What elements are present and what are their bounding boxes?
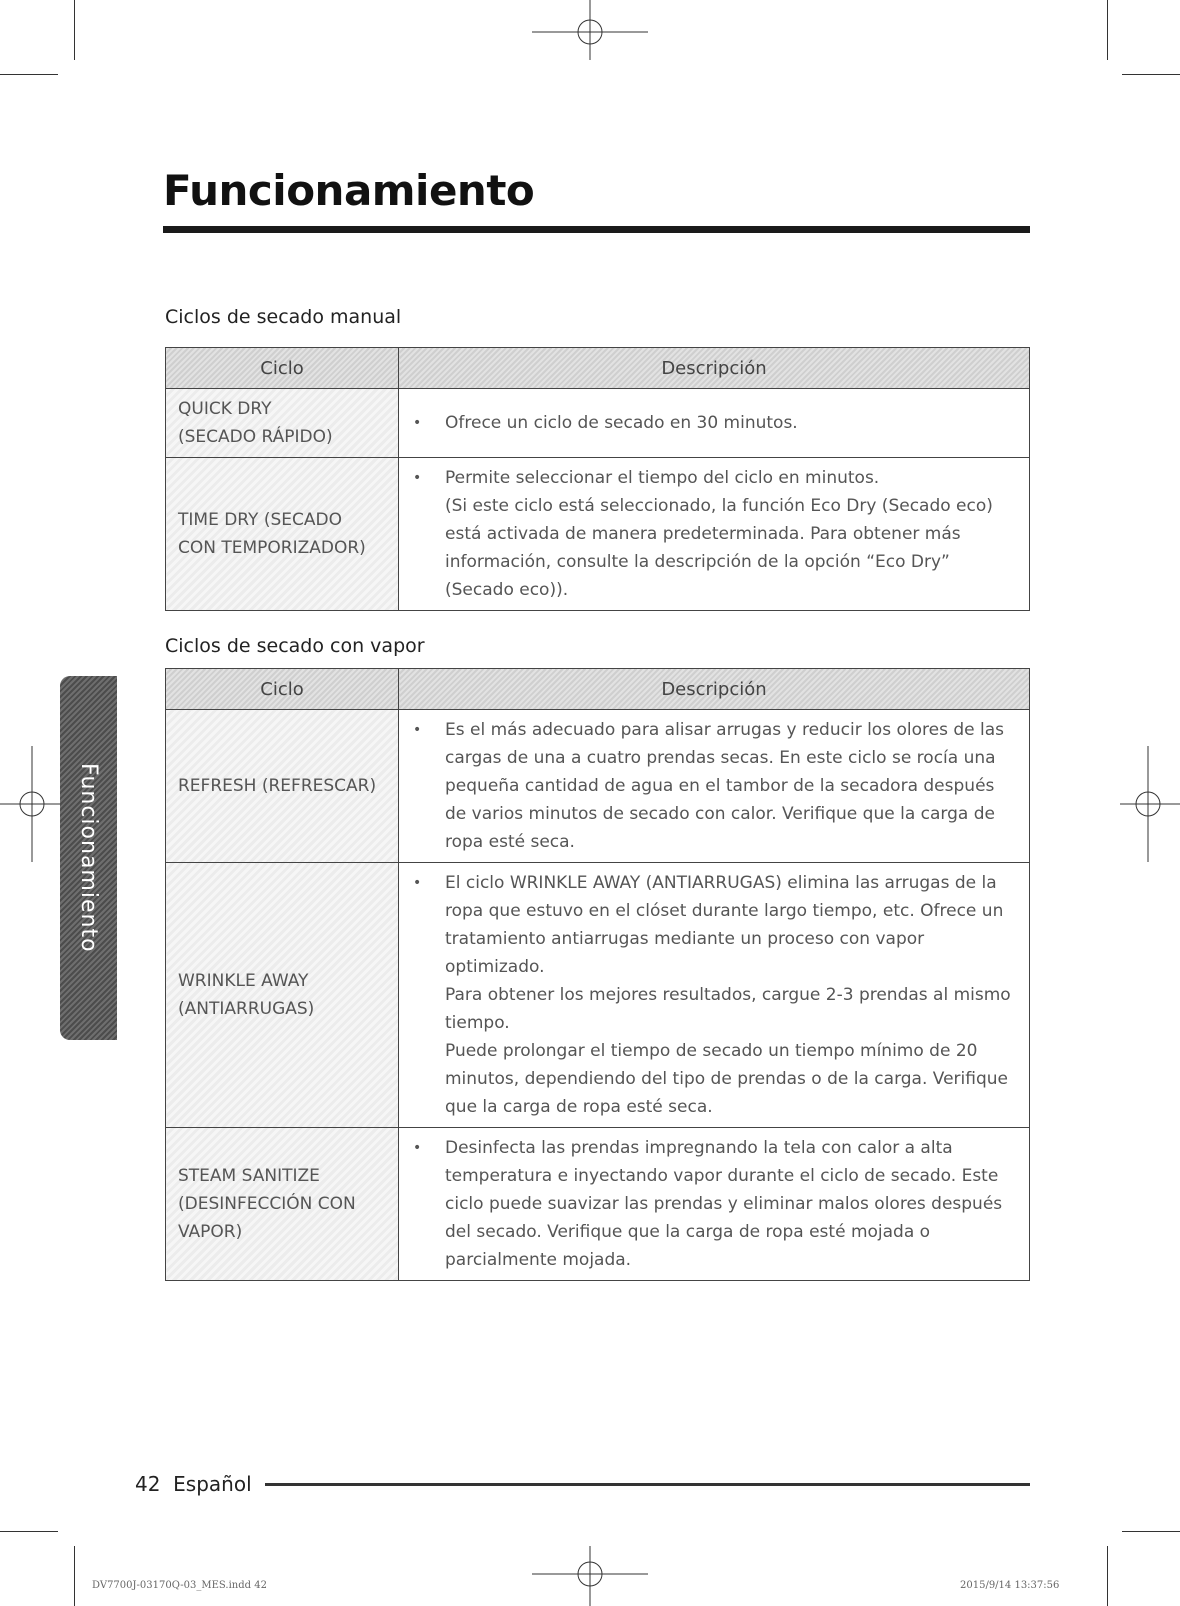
description-paragraph: (Si este ciclo está seleccionado, la función Eco Dry (Secado eco) está activada de manera predeterminada. Para obtener más información, consulte la descripción de la opción “Eco Dry” (Secado eco)). bbox=[445, 496, 993, 600]
column-header-description: Descripción bbox=[399, 669, 1030, 710]
table-row bbox=[166, 389, 1030, 458]
cycle-name-line: QUICK DRY bbox=[178, 399, 272, 419]
bullet-item bbox=[413, 869, 1019, 981]
page-number: 42 bbox=[135, 1472, 161, 1496]
steam-cycles-heading: Ciclos de secado con vapor bbox=[165, 635, 425, 657]
crop-mark bbox=[0, 74, 58, 75]
bullet-text: Desinfecta las prendas impregnando la tela con calor a alta temperatura e inyectando vapor durante el ciclo de secado. Este ciclo puede suavizar las prendas y eliminar malos olores después del secado. Verifique que la carga de ropa esté mojada o parcialmente mojada. bbox=[445, 1138, 1003, 1270]
description-paragraph: Para obtener los mejores resultados, cargue 2-3 prendas al mismo tiempo. bbox=[445, 985, 1011, 1033]
manual-cycles-heading: Ciclos de secado manual bbox=[165, 306, 402, 328]
registration-mark-top bbox=[532, 0, 648, 60]
table-row bbox=[166, 710, 1030, 863]
table-row bbox=[166, 1128, 1030, 1281]
cycle-description-cell bbox=[399, 1128, 1030, 1281]
cycle-name-cell bbox=[166, 710, 399, 863]
cycle-name-cell bbox=[166, 389, 399, 458]
column-header-description: Descripción bbox=[399, 348, 1030, 389]
cycle-name-line: WRINKLE AWAY bbox=[178, 971, 309, 991]
footer-rule bbox=[265, 1483, 1030, 1486]
cycle-name-cell bbox=[166, 863, 399, 1128]
cycle-name-line: (SECADO RÁPIDO) bbox=[178, 427, 333, 447]
bullet-item bbox=[413, 1134, 1019, 1274]
bullet-marker: • bbox=[413, 1140, 422, 1156]
cycle-description-cell bbox=[399, 389, 1030, 458]
table-header-row bbox=[166, 348, 1030, 389]
cycle-name-line: STEAM SANITIZE bbox=[178, 1166, 320, 1186]
cycle-name-cell bbox=[166, 1128, 399, 1281]
manual-cycles-table bbox=[165, 347, 1030, 611]
crop-mark bbox=[74, 1546, 75, 1606]
side-tab-label: Funcionamiento bbox=[76, 763, 101, 953]
column-header-cycle: Ciclo bbox=[166, 348, 399, 389]
bullet-marker: • bbox=[413, 875, 422, 891]
bullet-marker: • bbox=[413, 415, 422, 431]
steam-cycles-table bbox=[165, 668, 1030, 1281]
crop-mark bbox=[74, 0, 75, 60]
cycle-name-line: TIME DRY (SECADO bbox=[178, 510, 342, 530]
bullet-text: Ofrece un ciclo de secado en 30 minutos. bbox=[445, 413, 798, 433]
print-slug-timestamp: 2015/9/14 13:37:56 bbox=[960, 1580, 1060, 1591]
page-footer bbox=[135, 1472, 252, 1496]
cycle-name-line: (DESINFECCIÓN CON bbox=[178, 1194, 356, 1214]
table-row bbox=[166, 458, 1030, 611]
steam-cycles-body bbox=[166, 710, 1030, 1281]
bullet-text: El ciclo WRINKLE AWAY (ANTIARRUGAS) elimina las arrugas de la ropa que estuvo en el clóset durante largo tiempo, etc. Ofrece un tratamiento antiarrugas mediante un proceso con vapor optimizado. bbox=[445, 873, 1004, 977]
registration-mark-left bbox=[0, 746, 60, 862]
bullet-item bbox=[413, 409, 1019, 437]
manual-cycles-body bbox=[166, 389, 1030, 611]
crop-mark bbox=[1107, 1546, 1108, 1606]
column-header-cycle: Ciclo bbox=[166, 669, 399, 710]
page-title: Funcionamiento bbox=[163, 166, 535, 215]
cycle-name-line: VAPOR) bbox=[178, 1222, 243, 1242]
table-row bbox=[166, 863, 1030, 1128]
table-header-row bbox=[166, 669, 1030, 710]
bullet-marker: • bbox=[413, 722, 422, 738]
cycle-description-cell bbox=[399, 710, 1030, 863]
cycle-description-cell bbox=[399, 863, 1030, 1128]
description-paragraph: Puede prolongar el tiempo de secado un tiempo mínimo de 20 minutos, dependiendo del tipo de prendas o de la carga. Verifique que la carga de ropa esté seca. bbox=[445, 1041, 1008, 1117]
crop-mark bbox=[1107, 0, 1108, 60]
crop-mark bbox=[0, 1531, 58, 1532]
bullet-text: Es el más adecuado para alisar arrugas y reducir los olores de las cargas de una a cuatro prendas secas. En este ciclo se rocía una pequeña cantidad de agua en el tambor de la secadora después de varios minutos de secado con calor. Verifique que la carga de ropa esté seca. bbox=[445, 720, 1004, 852]
cycle-name-cell bbox=[166, 458, 399, 611]
crop-mark bbox=[1122, 1531, 1180, 1532]
bullet-text: Permite seleccionar el tiempo del ciclo en minutos. bbox=[445, 468, 880, 488]
cycle-name-line: REFRESH (REFRESCAR) bbox=[178, 776, 377, 796]
print-slug-file: DV7700J-03170Q-03_MES.indd 42 bbox=[92, 1580, 267, 1591]
bullet-marker: • bbox=[413, 470, 422, 486]
title-underline bbox=[163, 226, 1030, 233]
registration-mark-bottom bbox=[532, 1546, 648, 1606]
footer-language: Español bbox=[173, 1472, 252, 1496]
bullet-item bbox=[413, 464, 1019, 492]
cycle-name-line: CON TEMPORIZADOR) bbox=[178, 538, 366, 558]
cycle-description-cell bbox=[399, 458, 1030, 611]
chapter-side-tab bbox=[60, 676, 117, 1040]
crop-mark bbox=[1122, 74, 1180, 75]
bullet-item bbox=[413, 716, 1019, 856]
registration-mark-right bbox=[1120, 746, 1180, 862]
cycle-name-line: (ANTIARRUGAS) bbox=[178, 999, 315, 1019]
